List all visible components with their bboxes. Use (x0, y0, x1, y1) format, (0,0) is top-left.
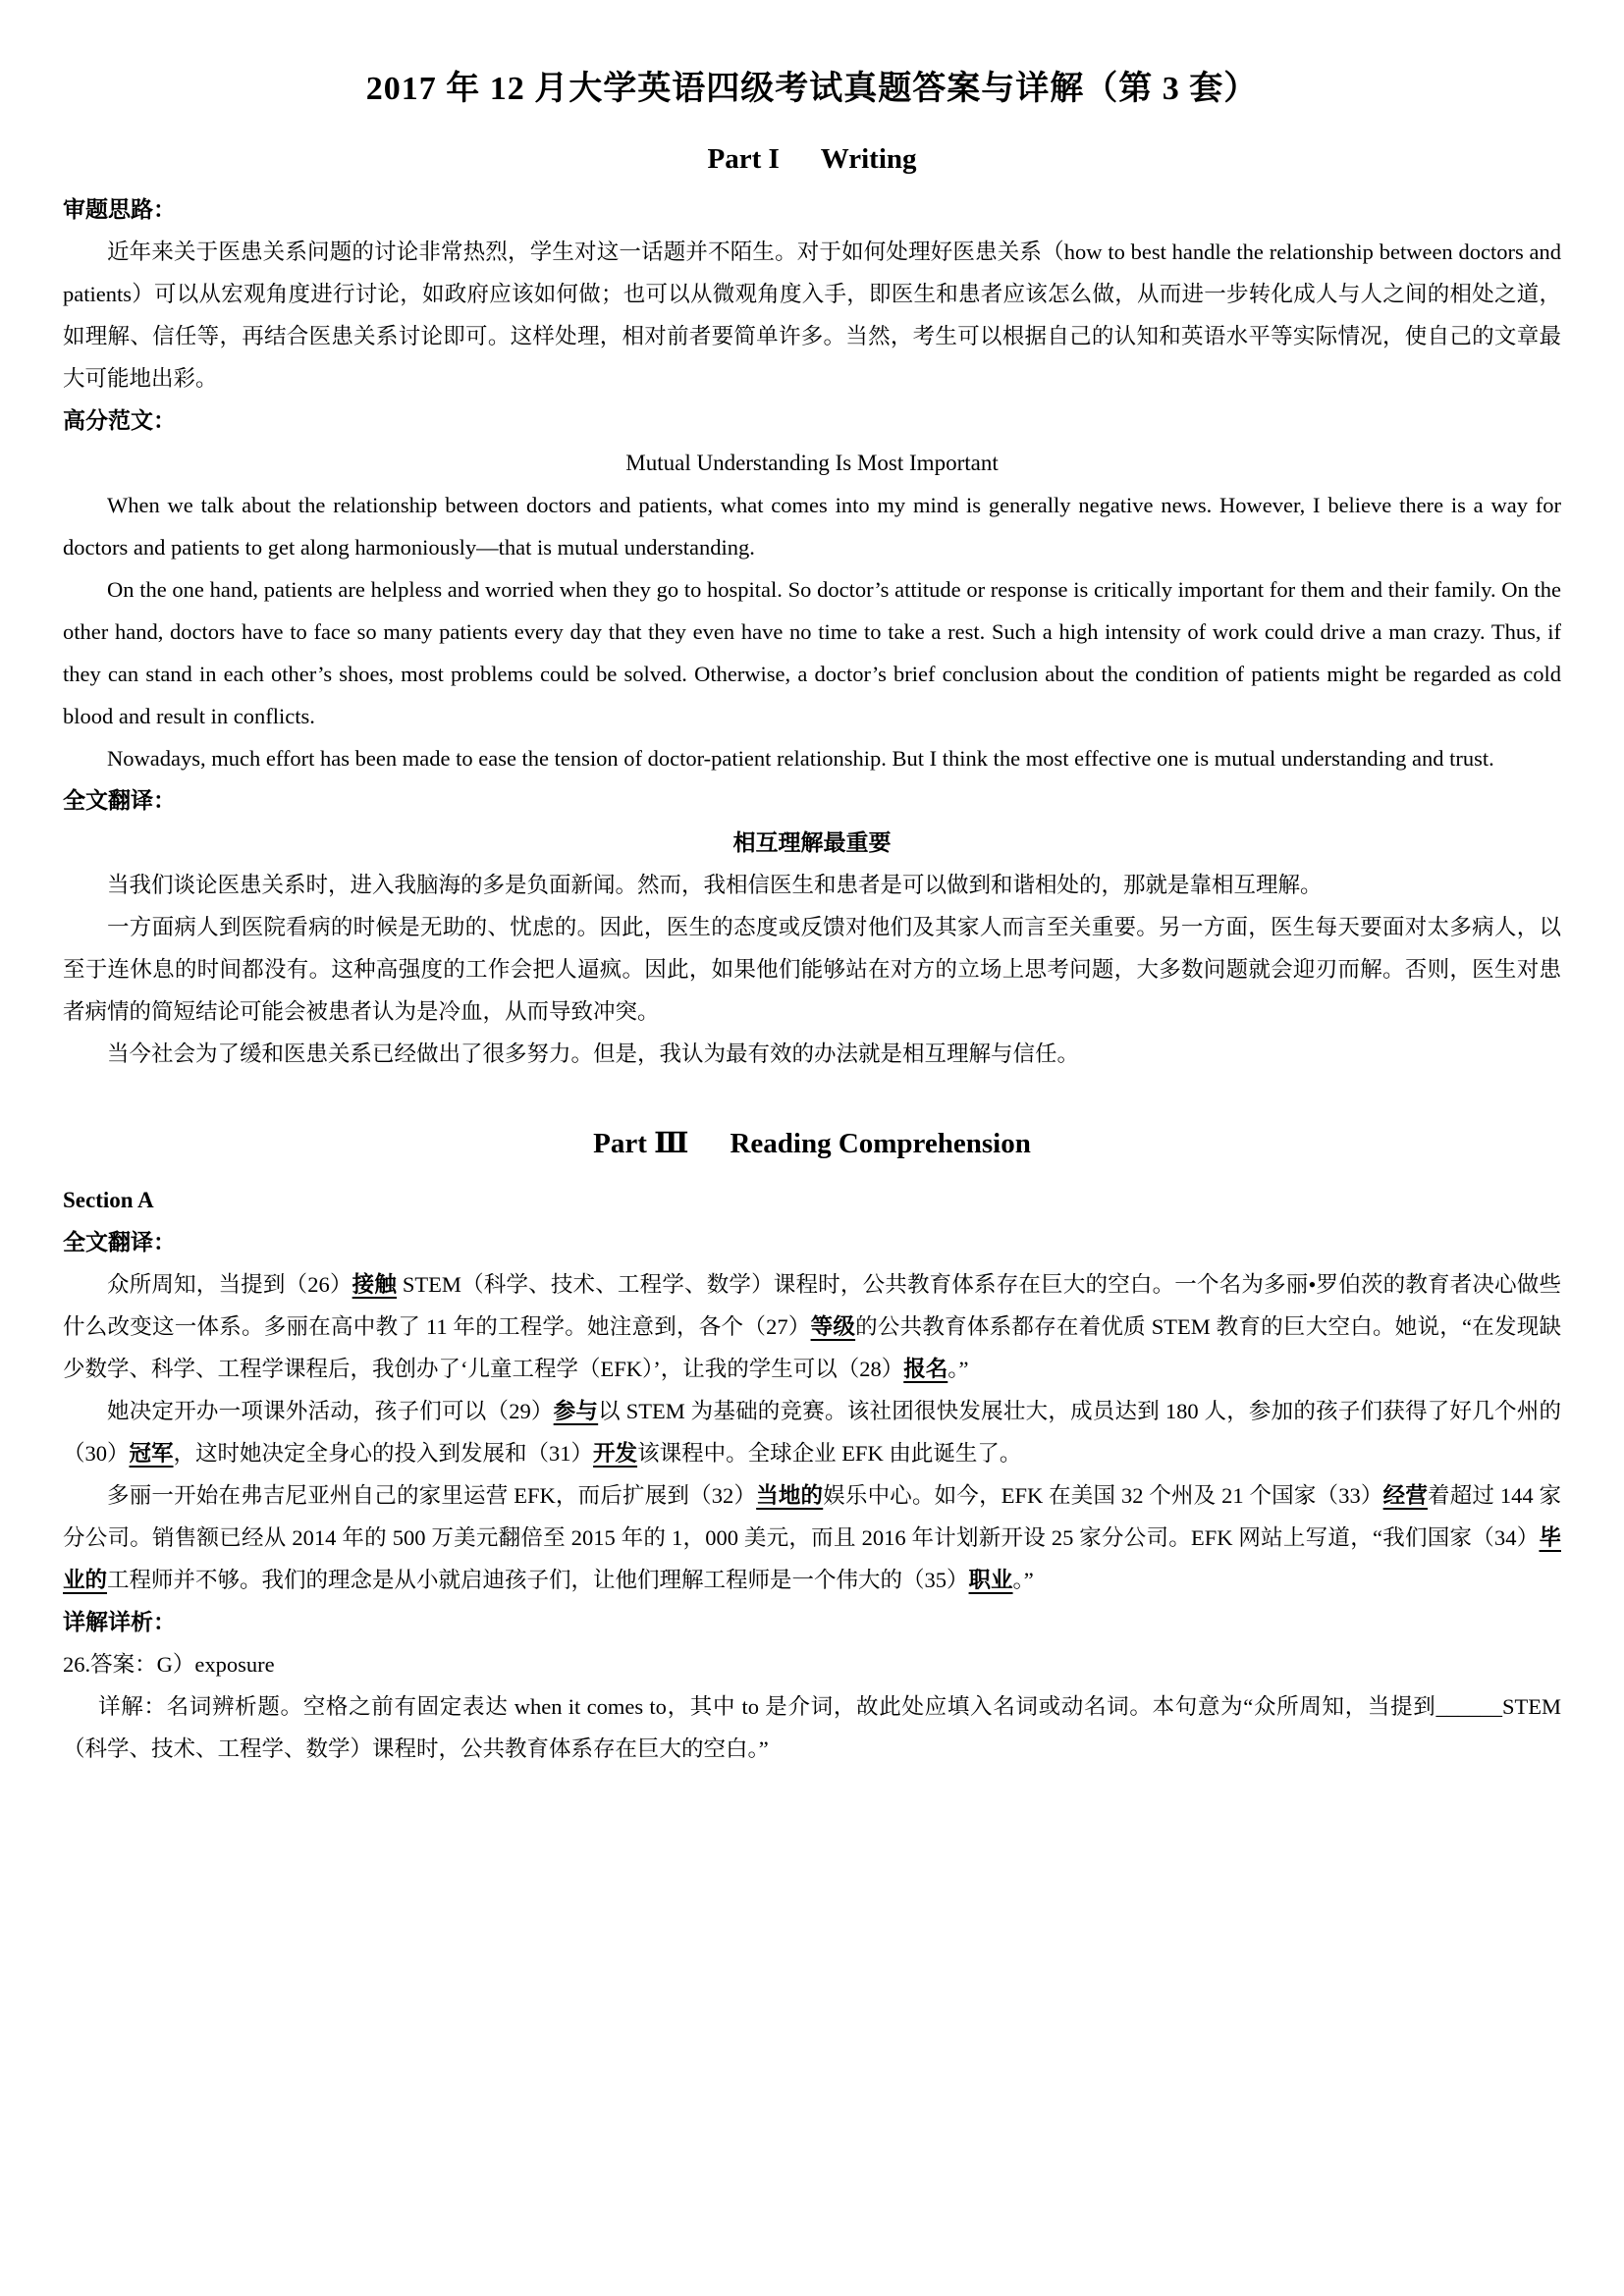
blank-answer-word: 经营 (1382, 1483, 1429, 1508)
reading-translation-paragraph-1 (63, 1263, 1561, 1390)
blank-answer-word: 参与 (553, 1399, 599, 1423)
answer-line-26: 26.答案：G）exposure (63, 1652, 275, 1677)
text-segment: 着超过 144 家分公司。销售额已经从 2014 年的 500 万美元翻倍至 2015 年的 1，000 美元，而且 2016 年计划新开设 25 家分公司。EFK 网站上写道，“我们国家（34） (63, 1483, 1561, 1550)
text-segment: ，这时她决定全身心的投入到发展和（31） (173, 1441, 594, 1466)
sample-essay-label: 高分范文： (63, 407, 176, 433)
text-segment: 。” (947, 1357, 969, 1381)
part3-heading (63, 1124, 1561, 1163)
blank-answer-word: 接触 (352, 1272, 398, 1297)
page-title: 2017 年 12 月大学英语四级考试真题答案与详解（第 3 套） (365, 71, 1259, 107)
essay-translation-label: 全文翻译： (63, 787, 176, 813)
blank-answer-word: 报名 (903, 1357, 948, 1381)
text-segment: 娱乐中心。如今，EFK 在美国 32 个州及 21 个国家（33） (823, 1483, 1383, 1508)
section-a-label: Section A (63, 1188, 154, 1212)
text-segment: 以 STEM 为基础的竞赛。该社团很快发展壮大，成员达到 180 人，参加的孩子们获得了好几个州的（30） (63, 1399, 1561, 1466)
text-segment: 工程师并不够。我们的理念是从小就启迪孩子们，让他们理解工程师是一个伟大的（35） (107, 1568, 969, 1592)
part3-heading-title: Reading Comprehension (730, 1128, 1031, 1159)
reading-translation-label: 全文翻译： (63, 1229, 176, 1255)
essay-title: Mutual Understanding Is Most Important (625, 451, 999, 475)
reading-translation-paragraph-2 (63, 1390, 1561, 1474)
blank-answer-word: 冠军 (129, 1441, 174, 1466)
text-segment: 。” (1012, 1568, 1034, 1592)
text-segment: 众所周知，当提到（26） (107, 1272, 352, 1297)
part1-heading-title: Writing (820, 143, 917, 175)
essay-translation-title: 相互理解最重要 (732, 829, 892, 855)
writing-analysis-paragraph: 近年来关于医患关系问题的讨论非常热烈，学生对这一话题并不陌生。对于如何处理好医患关系（how to best handle the relationship between doctors and patients）可以从宏观角度进行讨论，如政府应该如何做；也可以从微观角度入手，即医生和患者应该怎么做，从而进一步转化成人与人之间的相处之道，如理解、信任等，再结合医患关系讨论即可。这样处理，相对前者要简单许多。当然，考生可以根据自己的认知和英语水平等实际情况，使自己的文章最大可能地出彩。 (63, 240, 1561, 391)
explanation-label: 详解详析： (63, 1609, 176, 1634)
translation-paragraph-1: 当我们谈论医患关系时，进入我脑海的多是负面新闻。然而，我相信医生和患者是可以做到和谐相处的，那就是靠相互理解。 (107, 873, 1323, 897)
essay-paragraph-1: When we talk about the relationship between doctors and patients, what comes into my mind is generally negative news. However, I believe there is a way for doctors and patients to get along harmoniously—that is mutual understanding. (63, 493, 1561, 560)
translation-paragraph-3: 当今社会为了缓和医患关系已经做出了很多努力。但是，我认为最有效的办法就是相互理解与信任。 (107, 1041, 1080, 1066)
text-segment: STEM（科学、技术、工程学、数学）课程时，公共教育体系存在巨大的空白。一个名为多丽•罗伯茨的教育者决心做些什么改变这一体系。多丽在高中教了 11 年的工程学。她注意到，各个（27） (63, 1272, 1561, 1339)
blank-answer-word: 开发 (593, 1441, 638, 1466)
part1-heading (63, 139, 1561, 179)
essay-paragraph-2: On the one hand, patients are helpless and worried when they go to hospital. So doctor’s attitude or response is critically important for them and their family. On the other hand, doctors have to face so many patients every day that they even have no time to take a rest. Such a high intensity of work could drive a man crazy. Thus, if they can stand in each other’s shoes, most problems could be solved. Otherwise, a doctor’s brief conclusion about the condition of patients might be regarded as cold blood and result in conflicts. (63, 577, 1561, 728)
blank-answer-word: 职业 (968, 1568, 1013, 1592)
text-segment: 多丽一开始在弗吉尼亚州自己的家里运营 EFK，而后扩展到（32） (107, 1483, 757, 1508)
translation-paragraph-2: 一方面病人到医院看病的时候是无助的、忧虑的。因此，医生的态度或反馈对他们及其家人而言至关重要。另一方面，医生每天要面对太多病人，以至于连休息的时间都没有。这种高强度的工作会把人逼疯。因此，如果他们能够站在对方的立场上思考问题，大多数问题就会迎刃而解。否则，医生对患者病情的简短结论可能会被患者认为是冷血，从而导致冲突。 (63, 915, 1561, 1024)
answer-detail-26: 详解：名词辨析题。空格之前有固定表达 when it comes to，其中 to 是介词，故此处应填入名词或动名词。本句意为“众所周知，当提到______STEM（科学、技术、工程学、数学）课程时，公共教育体系存在巨大的空白。” (63, 1694, 1561, 1761)
essay-paragraph-3: Nowadays, much effort has been made to ease the tension of doctor-patient relationship. But I think the most effective one is mutual understanding and trust. (107, 746, 1494, 771)
writing-analysis-label: 审题思路： (63, 196, 176, 222)
text-segment: 该课程中。全球企业 EFK 由此诞生了。 (637, 1441, 1022, 1466)
part3-heading-number: Part Ⅲ (593, 1128, 689, 1159)
text-segment: 的公共教育体系都存在着优质 STEM 教育的巨大空白。她说，“在发现缺少数学、科学、工程学课程后，我创办了‘儿童工程学（EFK）’，让我的学生可以（28） (63, 1314, 1561, 1381)
text-segment: 她决定开办一项课外活动，孩子们可以（29） (107, 1399, 554, 1423)
part1-heading-number: Part I (707, 143, 780, 175)
reading-translation-paragraph-3 (63, 1474, 1561, 1601)
blank-answer-word: 当地的 (756, 1483, 824, 1508)
blank-answer-word: 毕业的 (63, 1525, 1561, 1592)
blank-answer-word: 等级 (810, 1314, 856, 1339)
